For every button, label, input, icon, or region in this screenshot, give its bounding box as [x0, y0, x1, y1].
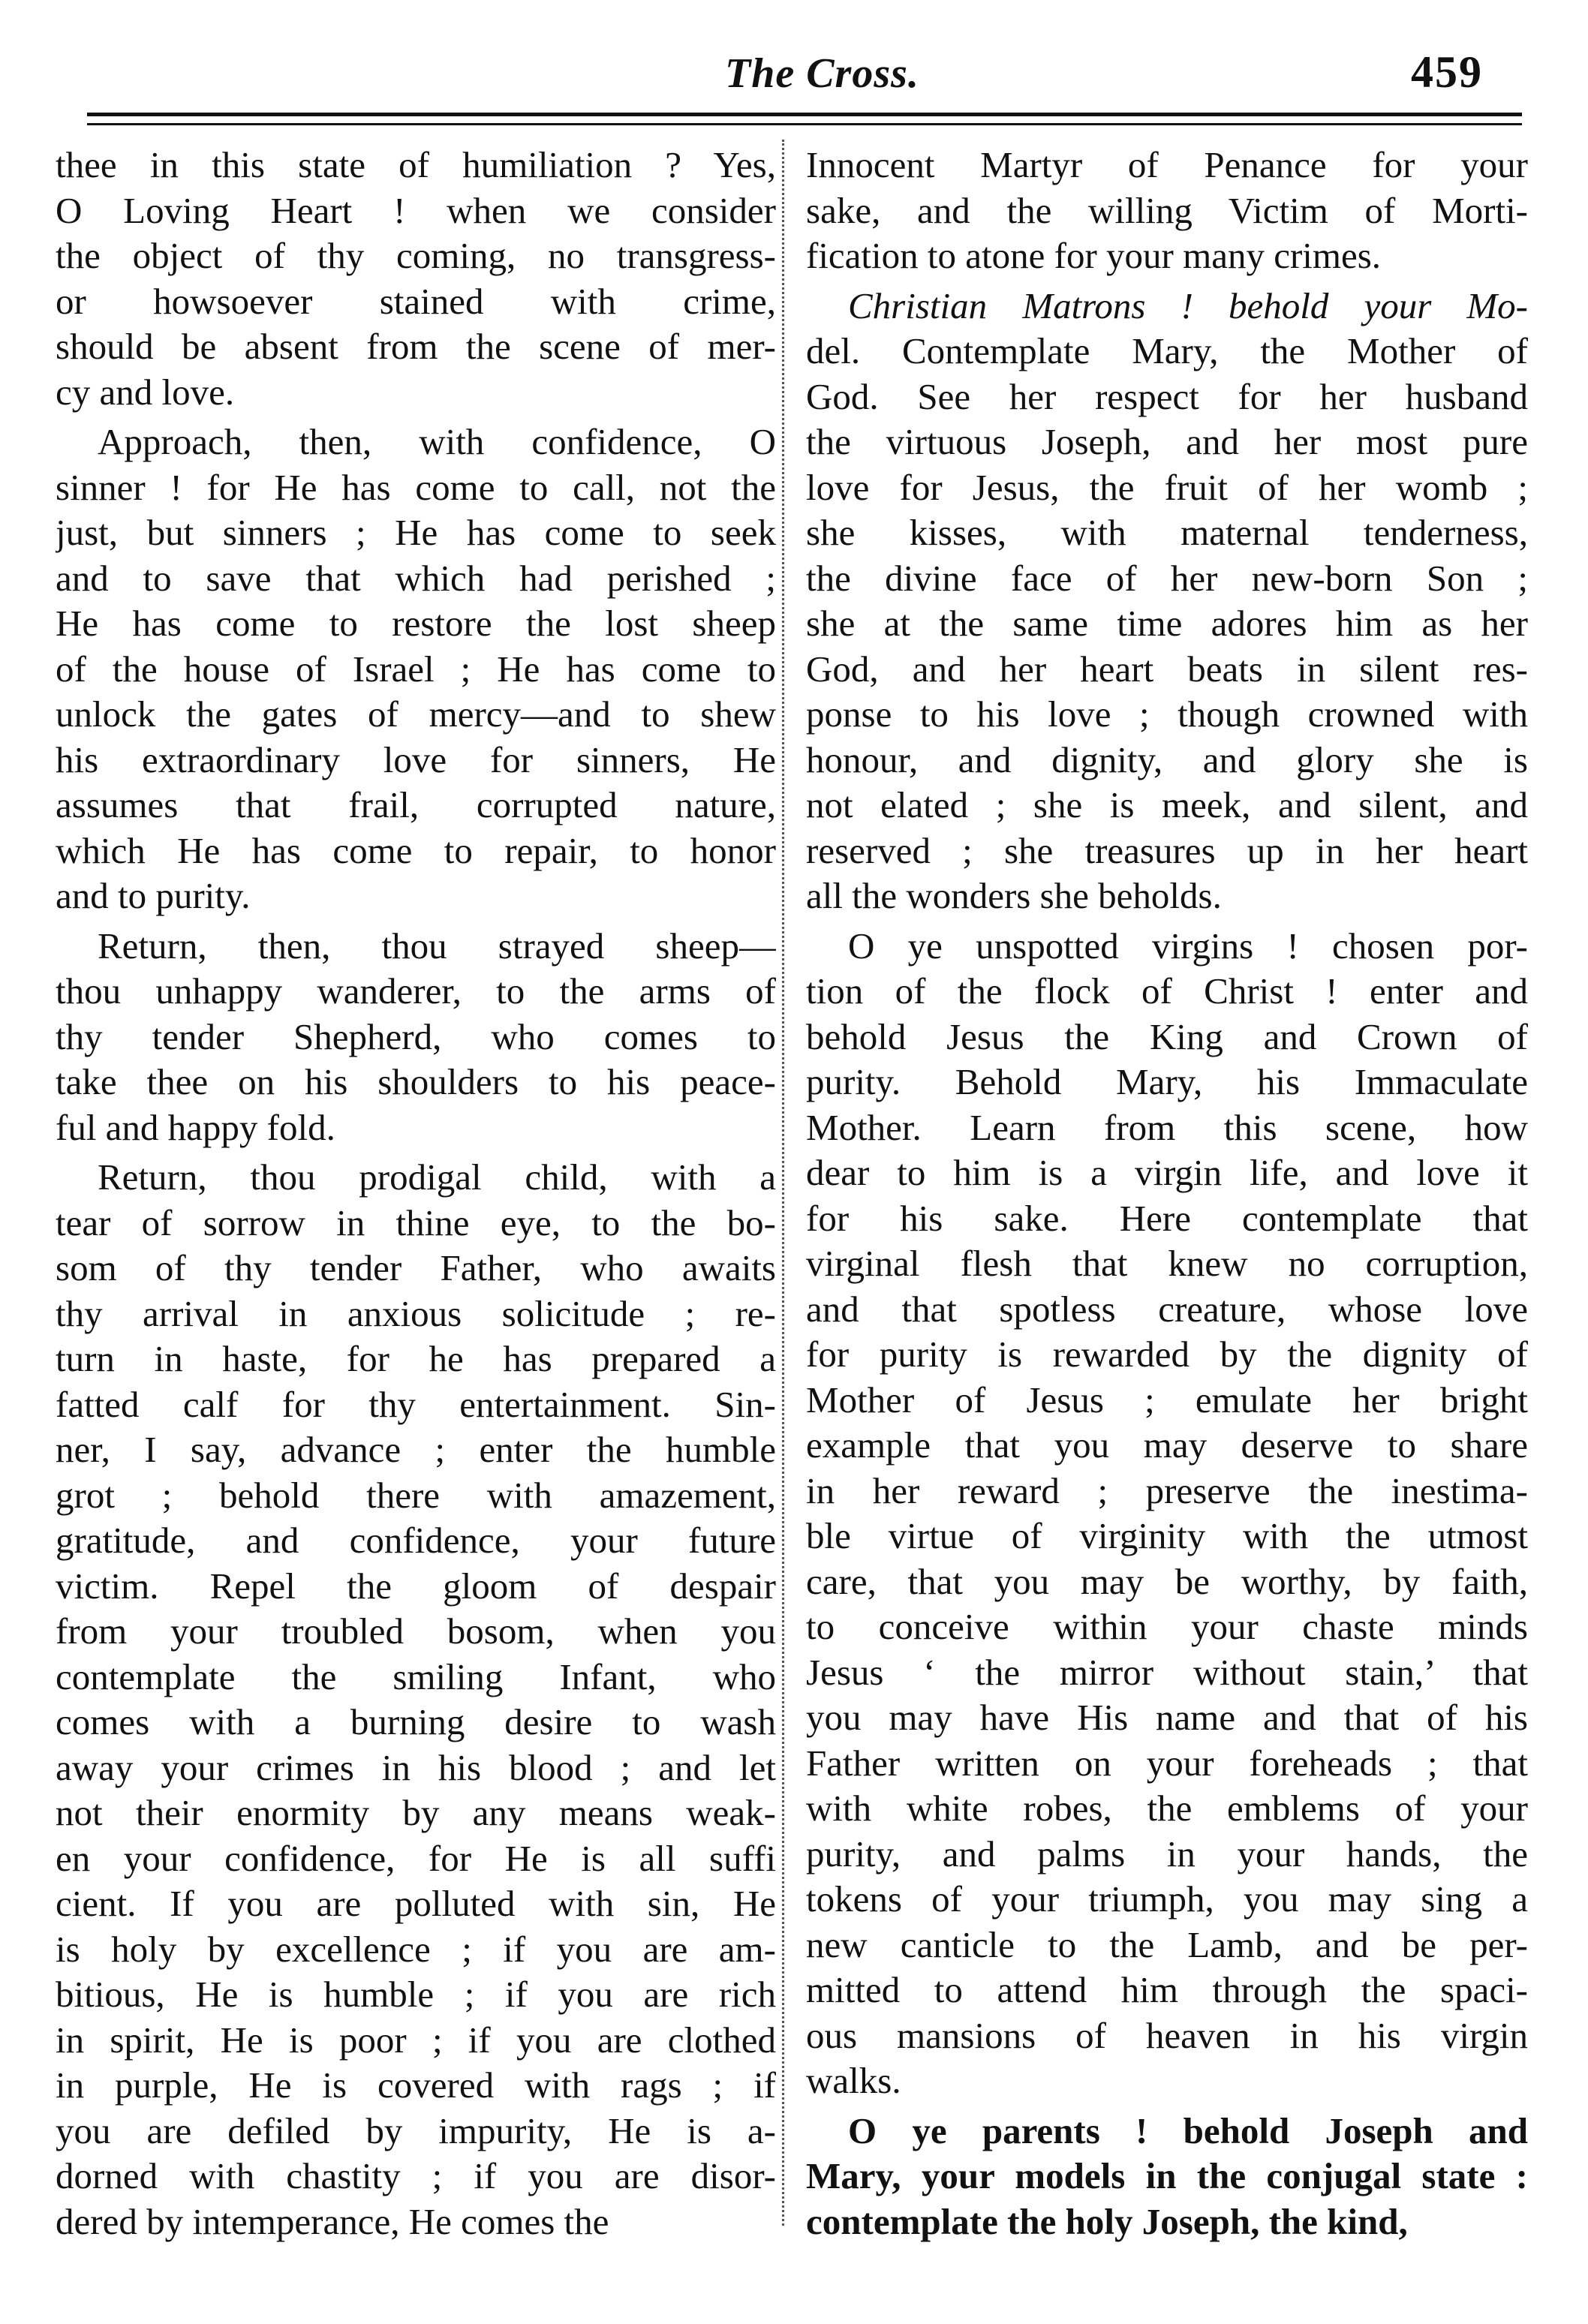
- text-line: comes with a burning desire to wash: [56, 1701, 776, 1742]
- text-line: the divine face of her new-born Son ;: [806, 557, 1528, 599]
- text-line: and that spotless creature, whose love: [806, 1288, 1528, 1330]
- text-line: O ye parents ! behold Joseph and: [848, 2109, 1528, 2151]
- text-line: Innocent Martyr of Penance for your: [806, 144, 1528, 185]
- header-rule-secondary: [87, 123, 1522, 125]
- text-line: in purple, He is covered with rags ; if: [56, 2064, 776, 2106]
- text-line: in her reward ; preserve the inestima-: [806, 1469, 1528, 1511]
- text-line: dered by intemperance, He comes the: [56, 2200, 609, 2242]
- text-line: example that you may deserve to share: [806, 1424, 1528, 1466]
- text-line: Jesus ‘ the mirror without stain,’ that: [806, 1651, 1528, 1693]
- text-line: dorned with chastity ; if you are disor-: [56, 2155, 776, 2196]
- text-line: ponse to his love ; though crowned with: [806, 693, 1528, 735]
- text-line: ner, I say, advance ; enter the humble: [56, 1429, 776, 1470]
- text-line: assumes that frail, corrupted nature,: [56, 784, 776, 825]
- text-line: Mary, your models in the conjugal state :: [806, 2155, 1528, 2196]
- text-line: cient. If you are polluted with sin, He: [56, 1883, 776, 1924]
- text-line: dear to him is a virgin life, and love it: [806, 1152, 1528, 1193]
- text-line: honour, and dignity, and glory she is: [806, 738, 1528, 780]
- text-line: sinner ! for He has come to call, not the: [56, 466, 776, 508]
- text-line: all the wonders she beholds.: [806, 875, 1222, 916]
- right-column: [806, 143, 1528, 2244]
- paragraph: [56, 419, 776, 919]
- paragraph: [806, 924, 1528, 2104]
- text-line: del. Contemplate Mary, the Mother of: [806, 330, 1528, 371]
- text-line: Approach, then, with confidence, O: [98, 421, 776, 462]
- text-line: reserved ; she treasures up in her heart: [806, 829, 1528, 871]
- text-line: tion of the flock of Christ ! enter and: [806, 970, 1528, 1012]
- text-line: thy tender Shepherd, who comes to: [56, 1015, 776, 1057]
- text-line: unlock the gates of mercy—and to shew: [56, 693, 776, 735]
- text-line: walks.: [806, 2060, 901, 2101]
- text-line: turn in haste, for he has prepared a: [56, 1338, 776, 1379]
- text-line: O Loving Heart ! when we consider: [56, 189, 776, 231]
- header-rule: [87, 113, 1522, 116]
- text-line: som of thy tender Father, who awaits: [56, 1247, 776, 1288]
- text-line: thee in this state of humiliation ? Yes,: [56, 144, 776, 185]
- text-line: for his sake. Here contemplate that: [806, 1197, 1528, 1239]
- text-line: He has come to restore the lost sheep: [56, 603, 776, 644]
- text-line: thy arrival in anxious solicitude ; re-: [56, 1292, 776, 1334]
- text-line: ful and happy fold.: [56, 1106, 335, 1148]
- paragraph: [56, 1155, 776, 2244]
- text-line: care, that you may be worthy, by faith,: [806, 1560, 1528, 1602]
- text-line: thou unhappy wanderer, to the arms of: [56, 970, 776, 1012]
- paragraph: [806, 284, 1528, 919]
- text-line: purity. Behold Mary, his Immaculate: [806, 1061, 1528, 1102]
- text-line: gratitude, and confidence, your future: [56, 1520, 776, 1561]
- text-line: should be absent from the scene of mer-: [56, 326, 776, 367]
- text-line: victim. Repel the gloom of despair: [56, 1565, 776, 1607]
- text-line: purity, and palms in your hands, the: [806, 1832, 1528, 1875]
- text-line: the virtuous Joseph, and her most pure: [806, 421, 1528, 462]
- text-line: God. See her respect for her husband: [806, 375, 1528, 417]
- text-line: fatted calf for thy entertainment. Sin-: [56, 1383, 776, 1425]
- text-line: Return, thou prodigal child, with a: [98, 1156, 776, 1198]
- text-line: Return, then, thou strayed sheep—: [98, 924, 776, 967]
- text-line: contemplate the smiling Infant, who: [56, 1655, 776, 1697]
- text-line: O ye unspotted virgins ! chosen por-: [848, 924, 1528, 967]
- text-line: virginal flesh that knew no corruption,: [806, 1243, 1528, 1284]
- text-line: tear of sorrow in thine eye, to the bo-: [56, 1201, 776, 1243]
- text-line: God, and her heart beats in silent res-: [806, 648, 1528, 690]
- text-line: Father written on your foreheads ; that: [806, 1742, 1528, 1784]
- text-line: contemplate the holy Joseph, the kind,: [806, 2200, 1408, 2242]
- text-line: away your crimes in his blood ; and let: [56, 1746, 776, 1788]
- text-line: new canticle to the Lamb, and be per-: [806, 1923, 1528, 1965]
- text-line: Mother. Learn from this scene, how: [806, 1106, 1528, 1148]
- text-line: tokens of your triumph, you may sing a: [806, 1878, 1528, 1920]
- text-line: fication to atone for your many crimes.: [806, 235, 1382, 276]
- paragraph: [56, 143, 776, 415]
- text-line: take thee on his shoulders to his peace-: [56, 1061, 776, 1102]
- page-number: 459: [1411, 47, 1483, 97]
- text-line: ous mansions of heaven in his virgin: [806, 2014, 1528, 2056]
- paragraph: [806, 143, 1528, 279]
- left-column: [56, 143, 776, 2244]
- text-line: to conceive within your chaste minds: [806, 1606, 1528, 1647]
- text-line: sake, and the willing Victim of Morti-: [806, 189, 1528, 231]
- text-line: which He has come to repair, to honor: [56, 829, 776, 871]
- running-head: [0, 42, 1588, 110]
- text-line: his extraordinary love for sinners, He: [56, 738, 776, 780]
- text-line: is holy by excellence ; if you are am-: [56, 1928, 776, 1970]
- text-line: or howsoever stained with crime,: [56, 280, 776, 322]
- paragraph: [56, 924, 776, 1151]
- text-line: she at the same time adores him as her: [806, 603, 1528, 644]
- text-line: she kisses, with maternal tenderness,: [806, 512, 1528, 553]
- text-line: Mother of Jesus ; emulate her bright: [806, 1378, 1528, 1421]
- text-line: just, but sinners ; He has come to seek: [56, 512, 776, 553]
- text-line: grot ; behold there with amazement,: [56, 1474, 776, 1516]
- text-line: ble virtue of virginity with the utmost: [806, 1515, 1528, 1556]
- text-line: mitted to attend him through the spaci-: [806, 1969, 1528, 2010]
- text-line: you may have His name and that of his: [806, 1697, 1528, 1738]
- text-line: and to purity.: [56, 875, 251, 916]
- column-divider: [782, 140, 784, 2226]
- text-line: with white robes, the emblems of your: [806, 1787, 1528, 1829]
- text-line: Christian Matrons ! behold your Mo-: [848, 284, 1528, 326]
- text-line: en your confidence, for He is all suffi: [56, 1837, 776, 1879]
- text-line: of the house of Israel ; He has come to: [56, 648, 776, 690]
- text-line: love for Jesus, the fruit of her womb ;: [806, 466, 1528, 508]
- text-line: not their enormity by any means weak-: [56, 1792, 776, 1833]
- text-line: and to save that which had perished ;: [56, 557, 776, 599]
- text-line: behold Jesus the King and Crown of: [806, 1015, 1528, 1057]
- text-line: in spirit, He is poor ; if you are clothed: [56, 2019, 776, 2061]
- text-line: you are defiled by impurity, He is a-: [56, 2109, 776, 2151]
- paragraph: [806, 2109, 1528, 2245]
- running-title: The Cross.: [725, 50, 919, 97]
- text-line: the object of thy coming, no transgress-: [56, 235, 776, 276]
- text-line: bitious, He is humble ; if you are rich: [56, 1974, 776, 2015]
- text-line: not elated ; she is meek, and silent, and: [806, 784, 1528, 825]
- text-line: from your troubled bosom, when you: [56, 1610, 776, 1652]
- text-line: for purity is rewarded by the dignity of: [806, 1333, 1528, 1375]
- text-line: cy and love.: [56, 371, 235, 413]
